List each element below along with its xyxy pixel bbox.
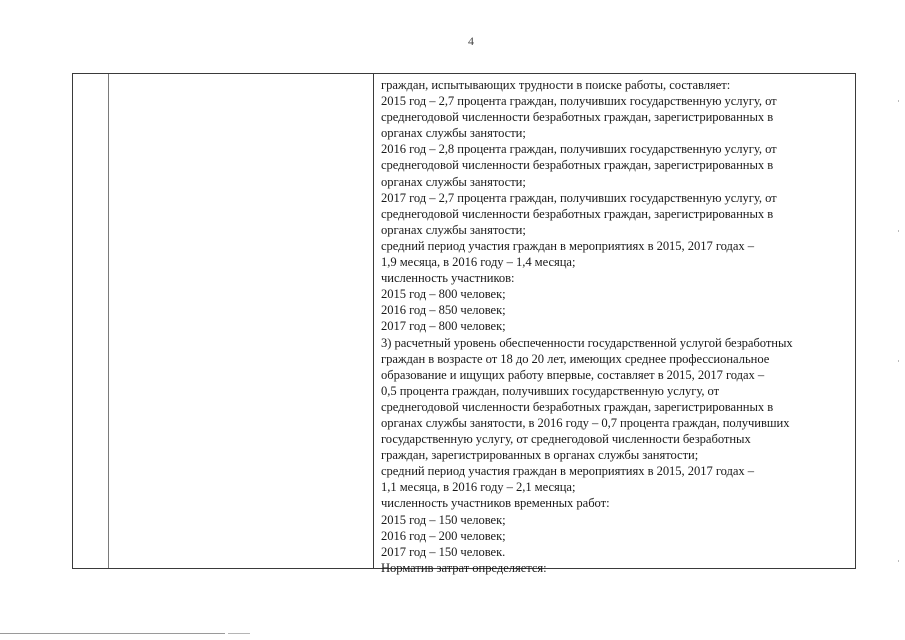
text-line: 2017 год – 2,7 процента граждан, получивших государственную услугу, от xyxy=(381,190,777,205)
text-line: граждан в возрасте от 18 до 20 лет, имеющих среднее профессиональное xyxy=(381,351,770,366)
text-line: среднегодовой численности безработных граждан, зарегистрированных в xyxy=(381,158,774,173)
text-line: численность участников временных работ: xyxy=(381,496,610,511)
scan-artifact xyxy=(898,360,899,362)
table-cell-description xyxy=(374,74,855,575)
text-line: органах службы занятости, в 2016 году – 0,7 процента граждан, получивших xyxy=(381,415,790,430)
text-line: 2015 год – 800 человек; xyxy=(381,287,506,302)
scan-artifact xyxy=(898,100,899,102)
text-line: граждан, испытывающих трудности в поиске работы, составляет: xyxy=(381,78,731,92)
document-table xyxy=(72,73,856,575)
text-line: 2015 год – 150 человек; xyxy=(381,512,506,527)
scan-artifact xyxy=(898,230,899,232)
table-cell-name xyxy=(109,74,374,568)
text-line: 1,9 месяца, в 2016 году – 1,4 месяца; xyxy=(381,255,576,270)
text-line: органах службы занятости; xyxy=(381,126,526,141)
text-line: средний период участия граждан в мероприятиях в 2015, 2017 годах – xyxy=(381,238,755,253)
text-line: численность участников: xyxy=(381,271,515,286)
text-line: граждан, зарегистрированных в органах службы занятости; xyxy=(381,448,699,463)
text-line: государственную услугу, от среднегодовой численности безработных xyxy=(381,432,751,447)
text-line: 0,5 процента граждан, получивших государственную услугу, от xyxy=(381,383,720,398)
text-line: 2015 год – 2,7 процента граждан, получивших государственную услугу, от xyxy=(381,94,777,109)
footer-divider-fragment xyxy=(228,633,250,634)
text-line: органах службы занятости; xyxy=(381,174,526,189)
text-line: Норматив затрат определяется: xyxy=(381,560,547,575)
text-line: 1,1 месяца, в 2016 году – 2,1 месяца; xyxy=(381,480,576,495)
text-line: органах службы занятости; xyxy=(381,222,526,237)
table-cell-number xyxy=(73,74,109,568)
scan-artifact xyxy=(898,560,899,562)
footer-divider xyxy=(0,633,225,634)
text-line: 2016 год – 850 человек; xyxy=(381,303,506,318)
text-line: 2016 год – 200 человек; xyxy=(381,528,506,543)
page-number: 4 xyxy=(468,34,474,48)
text-line: 2016 год – 2,8 процента граждан, получивших государственную услугу, от xyxy=(381,142,777,157)
text-line: средний период участия граждан в мероприятиях в 2015, 2017 годах – xyxy=(381,464,755,479)
text-line: 3) расчетный уровень обеспеченности государственной услугой безработных xyxy=(381,335,793,350)
text-line: образование и ищущих работу впервые, составляет в 2015, 2017 годах – xyxy=(381,367,765,382)
text-line: среднегодовой численности безработных граждан, зарегистрированных в xyxy=(381,399,774,414)
text-line: среднегодовой численности безработных граждан, зарегистрированных в xyxy=(381,110,774,125)
text-line: среднегодовой численности безработных граждан, зарегистрированных в xyxy=(381,206,774,221)
text-line: 2017 год – 150 человек. xyxy=(381,544,506,559)
text-line: 2017 год – 800 человек; xyxy=(381,319,506,334)
